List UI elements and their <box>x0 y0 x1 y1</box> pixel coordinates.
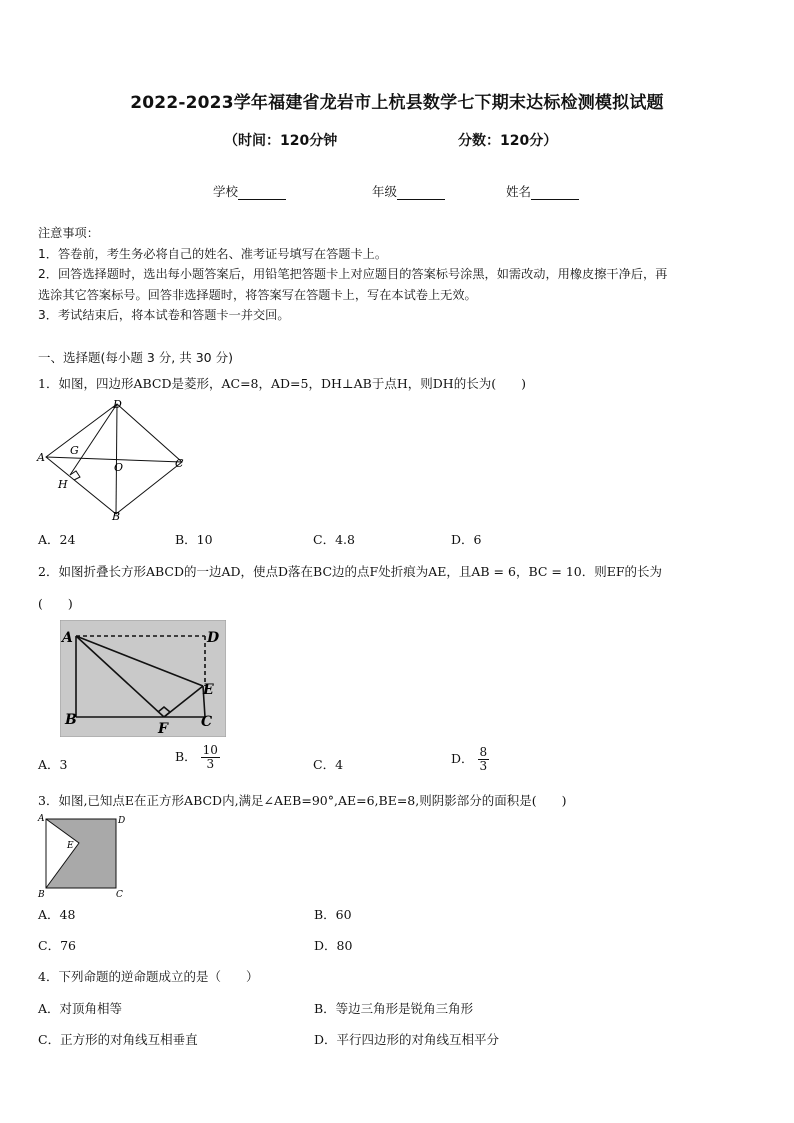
q2-label-c: C <box>201 714 213 730</box>
q1-label-b: B <box>112 510 121 522</box>
q2-option-b-denominator: 3 <box>206 757 215 771</box>
q1-option-a[interactable]: A．24 <box>38 532 76 547</box>
q3-option-c[interactable]: C．76 <box>38 938 76 953</box>
q1-label-g: G <box>70 444 79 457</box>
q1-label-c: C <box>175 457 184 470</box>
q3-option-b[interactable]: B．60 <box>314 907 352 922</box>
question-4-text: 4．下列命题的逆命题成立的是（ ） <box>38 969 259 984</box>
q1-label-o: O <box>114 461 124 474</box>
q1-label-h: H <box>58 478 68 491</box>
school-label: 学校 <box>213 184 239 199</box>
q1-option-d[interactable]: D．6 <box>451 532 482 547</box>
q2-option-d-prefix: D． <box>451 751 474 766</box>
q3-label-a: A <box>38 814 45 824</box>
q2-option-a[interactable]: A．3 <box>38 757 68 772</box>
q2-option-c[interactable]: C．4 <box>313 757 344 772</box>
q3-label-b: B <box>38 890 45 899</box>
q2-option-d[interactable] <box>451 746 489 773</box>
rhombus-figure <box>36 394 196 522</box>
q2-label-b: B <box>65 712 77 728</box>
q3-label-c: C <box>116 890 123 899</box>
q1-option-c[interactable]: C．4.8 <box>313 532 355 547</box>
school-field <box>213 182 286 200</box>
name-label: 姓名 <box>506 184 532 199</box>
notes-heading: 注意事项： <box>38 226 99 240</box>
school-blank <box>238 187 286 200</box>
q2-option-d-denominator: 3 <box>479 759 488 773</box>
q2-label-d: D <box>207 630 220 646</box>
notes-block <box>38 223 762 326</box>
q2-option-b-fraction <box>201 744 220 771</box>
q2-option-b-prefix: B． <box>175 749 197 764</box>
grade-field <box>372 182 445 200</box>
q2-option-d-fraction <box>478 746 490 773</box>
q3-label-e: E <box>67 841 74 851</box>
notes-item: 选涂其它答案标号。回答非选择题时，将答案写在答题卡上，写在本试卷上无效。 <box>38 287 477 302</box>
square-figure <box>36 811 136 899</box>
fold-rectangle-photo <box>60 620 226 737</box>
q3-label-d: D <box>118 816 126 826</box>
exam-title: 2022-2023学年福建省龙岩市上杭县数学七下期末达标检测模拟试题 <box>130 93 664 113</box>
question-2-text: 2．如图折叠长方形ABCD的一边AD，使点D落在BC边的点F处折痕为AE，且AB = 6，BC = 10．则EF的长为 <box>38 564 663 579</box>
q2-label-a: A <box>62 630 73 646</box>
q4-option-d[interactable]: D．平行四边形的对角线互相平分 <box>314 1032 500 1047</box>
notes-item: 2．回答选择题时，选出每小题答案后，用铅笔把答题卡上对应题目的答案标号涂黑，如需改动，用橡皮擦干净后，再 <box>38 267 668 281</box>
question-2-text-cont: ( ) <box>38 596 73 611</box>
q2-option-b[interactable] <box>175 744 220 771</box>
question-3-text: 3．如图,已知点E在正方形ABCD内,满足∠AEB=90°,AE=6,BE=8,则阴影部分的面积是( ) <box>38 793 567 808</box>
q1-option-b[interactable]: B．10 <box>175 532 213 547</box>
q2-label-f: F <box>158 721 168 737</box>
q2-option-d-numerator: 8 <box>479 745 488 759</box>
notes-item: 3．考试结束后，将本试卷和答题卡一并交回。 <box>38 308 290 322</box>
question-1-text: 1．如图，四边形ABCD是菱形，AC=8，AD=5，DH⊥AB于点H，则DH的长为( ) <box>38 376 526 391</box>
name-blank <box>531 187 579 200</box>
q4-option-a[interactable]: A．对顶角相等 <box>38 1001 123 1016</box>
q1-label-a: A <box>37 451 45 464</box>
q3-option-d[interactable]: D．80 <box>314 938 353 953</box>
name-field <box>506 182 579 200</box>
section-heading: 一、选择题(每小题 3 分, 共 30 分) <box>38 350 233 365</box>
q1-label-d: D <box>113 398 122 411</box>
q2-option-b-numerator: 10 <box>202 743 218 757</box>
grade-label: 年级 <box>372 184 398 199</box>
q4-option-b[interactable]: B．等边三角形是锐角三角形 <box>314 1001 474 1016</box>
grade-blank <box>397 187 445 200</box>
time-label: （时间：120分钟 <box>224 133 338 149</box>
q4-option-c[interactable]: C．正方形的对角线互相垂直 <box>38 1032 198 1047</box>
score-label: 分数：120分） <box>458 133 558 149</box>
q3-option-a[interactable]: A．48 <box>38 907 76 922</box>
notes-item: 1．答卷前，考生务必将自己的姓名、准考证号填写在答题卡上。 <box>38 246 388 261</box>
q2-label-e: E <box>203 682 214 698</box>
